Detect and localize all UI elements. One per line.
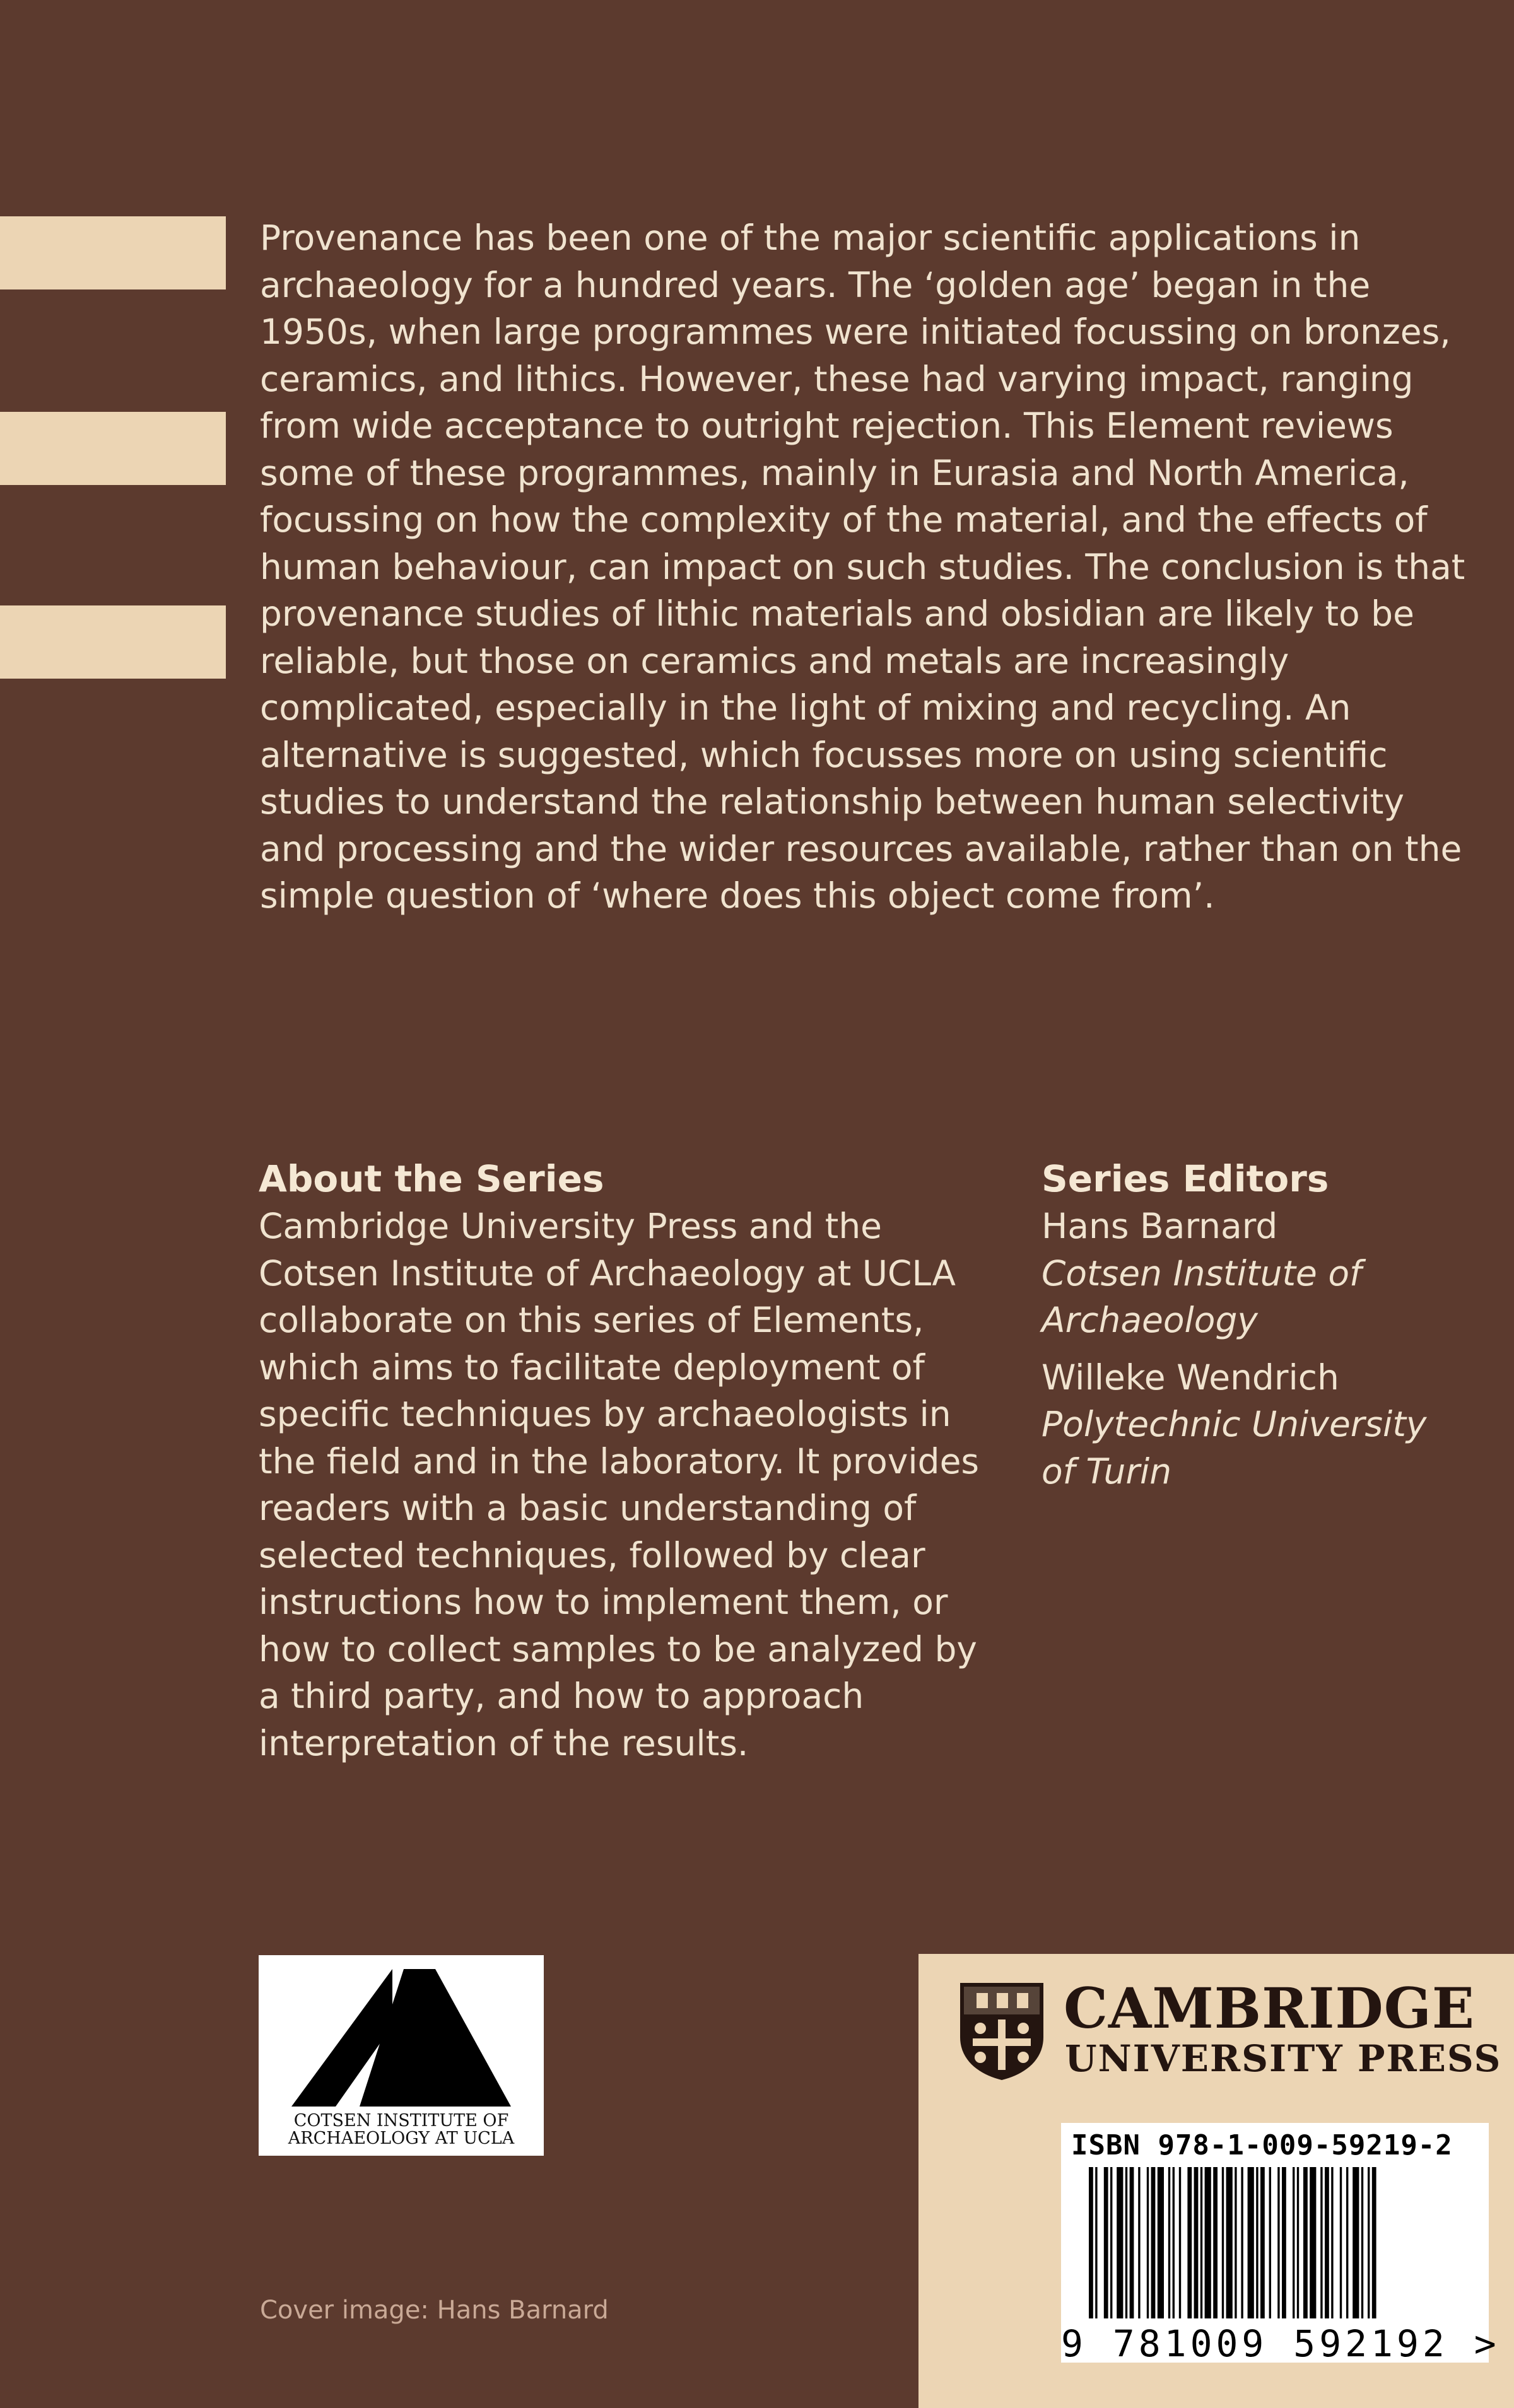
barcode-bar <box>1226 2167 1233 2318</box>
barcode-bar <box>1205 2167 1211 2318</box>
barcode-bar <box>1158 2167 1164 2318</box>
barcode-bar <box>1147 2167 1149 2318</box>
decorative-stripe-1 <box>0 216 226 289</box>
about-series-text: Cambridge University Press and the Cotsen Institute of Archaeology at UCLA collaborate on this series of Elements, which aims to facilitate deployment of specific techniques by archaeologists in the field and in the laboratory. It provides readers with a basic understanding of selected techniques, followed by clear instructions how to implement them, or how to collect samples to be analyzed by a third party, and how to approach interpretation of the results. <box>259 1206 980 1763</box>
publisher-name: CAMBRIDGE <box>1064 1975 1475 2041</box>
barcode-bar <box>1179 2167 1181 2318</box>
barcode-bars <box>1089 2167 1461 2318</box>
barcode-bar <box>1325 2167 1329 2318</box>
barcode-bar <box>1303 2167 1308 2318</box>
barcode-bar <box>1213 2167 1218 2318</box>
barcode-bar <box>1297 2167 1299 2318</box>
editor-entry <box>1042 1203 1433 1344</box>
barcode-bar <box>1248 2167 1254 2318</box>
barcode-bar <box>1173 2167 1175 2318</box>
barcode-bar <box>1340 2167 1342 2318</box>
barcode-bar <box>1256 2167 1258 2318</box>
cotsen-triangle-icon <box>259 1955 544 2113</box>
about-series <box>259 1155 984 1767</box>
barcode-bar <box>1269 2167 1271 2318</box>
publisher-press: UNIVERSITY PRESS <box>1065 2037 1502 2080</box>
series-editors <box>1042 1155 1433 1505</box>
series-editors-heading: Series Editors <box>1042 1157 1329 1200</box>
cotsen-institute-logo <box>259 1955 544 2156</box>
isbn-label: ISBN 978-1-009-59219-2 <box>1071 2129 1453 2161</box>
barcode-bar <box>1368 2167 1370 2318</box>
barcode-bar <box>1260 2167 1265 2318</box>
barcode-bar <box>1194 2167 1199 2318</box>
barcode-bar <box>1331 2167 1333 2318</box>
barcode-bar <box>1282 2167 1286 2318</box>
publisher-panel <box>918 1954 1514 2408</box>
cotsen-logo-line1: COTSEN INSTITUTE OF <box>293 2111 509 2130</box>
editor-affiliation: Cotsen Institute of Archaeology <box>1042 1253 1362 1340</box>
barcode-bar <box>1361 2167 1363 2318</box>
barcode-bar <box>1200 2167 1202 2318</box>
abstract-text: Provenance has been one of the major scientific applications in archaeology for a hundred years. The ‘golden age’ began in the 1950s, when large programmes were initiated focussing on bronzes, ceramics, and lithics. However, these had varying impact, ranging from wide acceptance to outright rejection. This Element reviews some of these programmes, mainly in Eurasia and North America, focussing on how the complexity of the material, and the effects of human behaviour, can impact on such studies. The conclusion is that provenance studies of lithic materials and obsidian are likely to be reliable, but those on ceramics and metals are increasingly complicated, especially in the light of mixing and recycling. An alternative is suggested, which focusses more on using scientific studies to understand the relationship between human selectivity and processing and the wider resources available, rather than on the simple question of ‘where does this object come from’. <box>260 218 1465 916</box>
barcode-bar <box>1235 2167 1236 2318</box>
barcode-bar <box>1089 2167 1093 2318</box>
about-series-heading: About the Series <box>259 1157 604 1200</box>
barcode-bar <box>1104 2167 1108 2318</box>
barcode-bar <box>1277 2167 1279 2318</box>
barcode-bar <box>1168 2167 1170 2318</box>
barcode-bar <box>1222 2167 1224 2318</box>
cotsen-logo-line2: ARCHAEOLOGY AT UCLA <box>288 2129 515 2148</box>
barcode-bar <box>1117 2167 1123 2318</box>
barcode-bar <box>1151 2167 1156 2318</box>
barcode-bar <box>1125 2167 1127 2318</box>
barcode-bar <box>1320 2167 1322 2318</box>
decorative-stripe-2 <box>0 412 226 485</box>
isbn-barcode <box>1061 2123 1500 2365</box>
barcode-bar <box>1138 2167 1140 2318</box>
editor-name: Hans Barnard <box>1042 1206 1278 1246</box>
cambridge-crest-icon <box>958 1980 1046 2081</box>
barcode-bar <box>1187 2167 1192 2318</box>
editor-name: Willeke Wendrich <box>1042 1357 1339 1398</box>
barcode-bar <box>1310 2167 1316 2318</box>
barcode-bar <box>1241 2167 1243 2318</box>
editor-entry <box>1042 1354 1433 1495</box>
barcode-bar <box>1110 2167 1112 2318</box>
cover-credit: Cover image: Hans Barnard <box>260 2296 609 2325</box>
barcode-bar <box>1130 2167 1134 2318</box>
barcode-bar <box>1346 2167 1348 2318</box>
barcode-digits: 9 781009 592192 > <box>1061 2322 1500 2365</box>
barcode-bar <box>1372 2167 1376 2318</box>
decorative-stripe-3 <box>0 605 226 679</box>
barcode-bar <box>1353 2167 1359 2318</box>
barcode-bar <box>1293 2167 1294 2318</box>
editor-affiliation: Polytechnic University of Turin <box>1042 1404 1427 1492</box>
barcode-bar <box>1095 2167 1097 2318</box>
